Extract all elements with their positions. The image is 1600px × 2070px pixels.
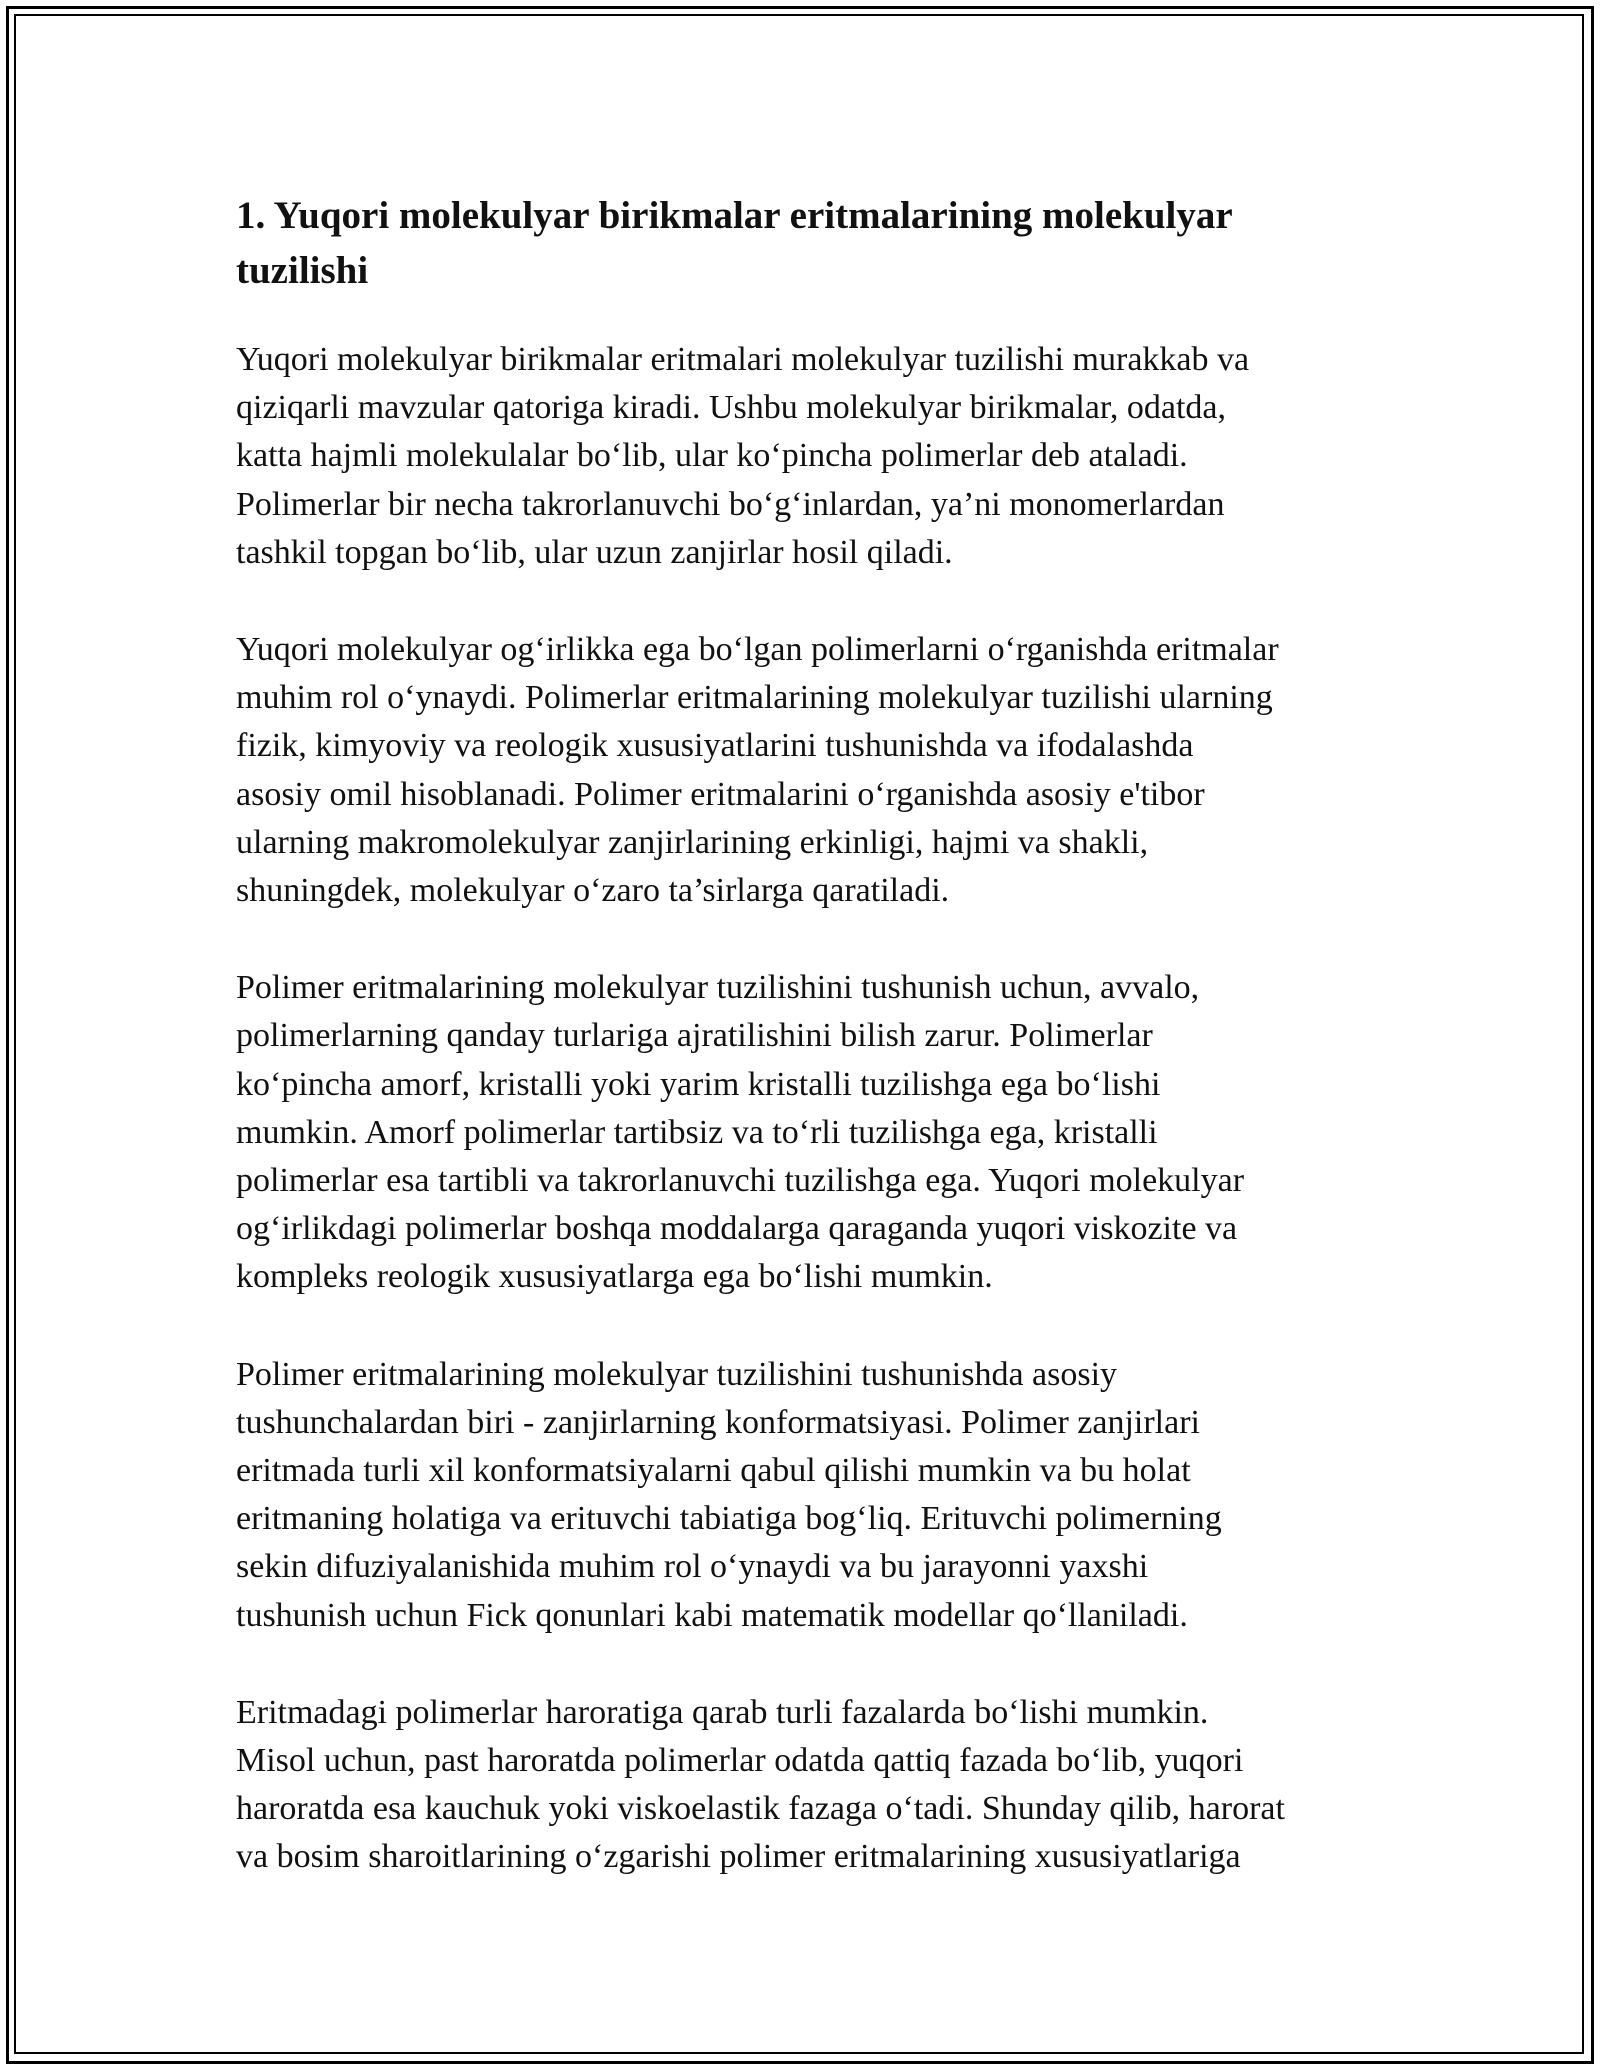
paragraph-5: Eritmadagi polimerlar haroratiga qarab turli fazalarda bo‘lishi mumkin. Misol uchun, past haroratda polimerlar odatda qattiq fazada bo‘lib, yuqori haroratda esa kauchuk yoki viskoelastik fazaga o‘tadi. Shunday qilib, harorat va bosim sharoitlarining o‘zgarishi polimer eritmalarining xususiyatlariga — [236, 1693, 1285, 1876]
paragraph-3: Polimer eritmalarining molekulyar tuzilishini tushunish uchun, avvalo, polimerlarning qanday turlariga ajratilishini bilish zarur. Polimerlar ko‘pincha amorf, kristalli yoki yarim kristalli tuzilishga ega bo‘lishi mumkin. Amorf polimerlar tartibsiz va to‘rli tuzilishga ega, kristalli polimerlar esa tartibli va takrorlanuvchi tuzilishga ega. Yuqori molekulyar og‘irlikdagi polimerlar boshqa moddalarga qaraganda yuqori viskozite va kompleks reologik xususiyatlarga ega bo‘lishi mumkin. — [236, 969, 1245, 1296]
section-heading: 1. Yuqori molekulyar birikmalar eritmalarining molekulyar tuzilishi — [236, 194, 1233, 292]
paragraph-2: Yuqori molekulyar og‘irlikka ega bo‘lgan polimerlarni o‘rganishda eritmalar muhim rol o‘ynaydi. Polimerlar eritmalarining molekulyar tuzilishi ularning fizik, kimyoviy va reologik xususiyatlarini tushunishda va ifodalashda asosiy omil hisoblanadi. Polimer eritmalarini o‘rganishda asosiy e'tibor ularning makromolekulyar zanjirlarining erkinligi, hajmi va shakli, shuningdek, molekulyar o‘zaro ta’sirlarga qaratiladi. — [236, 631, 1279, 910]
document-body — [236, 188, 1376, 1931]
paragraph-4: Polimer eritmalarining molekulyar tuzilishini tushunishda asosiy tushunchalardan biri - zanjirlarning konformatsiyasi. Polimer zanjirlari eritmada turli xil konformatsiyalarni qabul qilishi mumkin va bu holat eritmaning holatiga va erituvchi tabiatiga bog‘liq. Erituvchi polimerning sekin difuziyalanishida muhim rol o‘ynaydi va bu jarayonni yaxshi tushunish uchun Fick qonunlari kabi matematik modellar qo‘llaniladi. — [236, 1355, 1222, 1634]
paragraph-1: Yuqori molekulyar birikmalar eritmalari molekulyar tuzilishi murakkab va qiziqarli mavzular qatoriga kiradi. Ushbu molekulyar birikmalar, odatda, katta hajmli molekulalar bo‘lib, ular ko‘pincha polimerlar deb ataladi. Polimerlar bir necha takrorlanuvchi bo‘g‘inlardan, ya’ni monomerlardan tashkil topgan bo‘lib, ular uzun zanjirlar hosil qiladi. — [236, 341, 1250, 571]
